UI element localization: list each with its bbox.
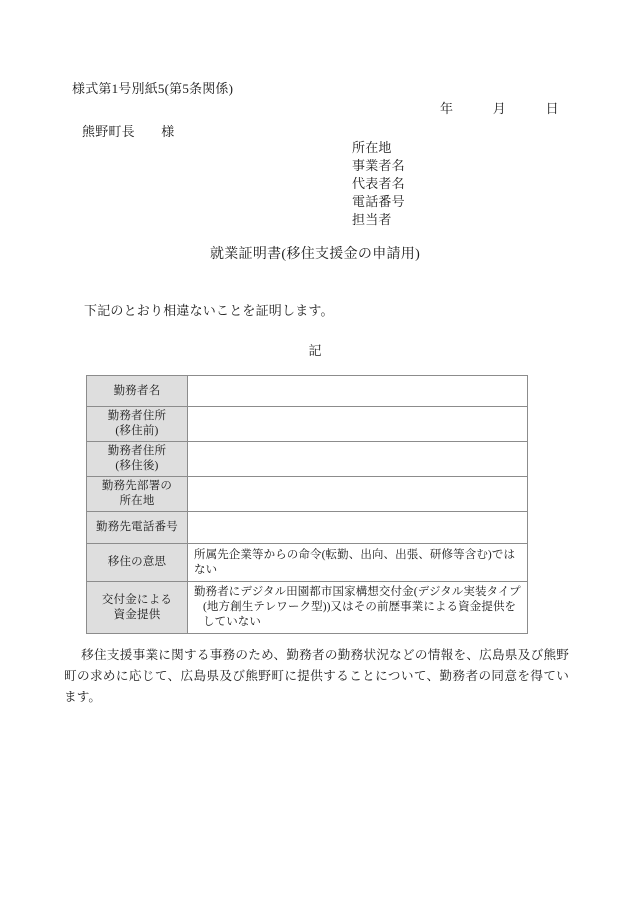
grant-funding-line-1: 勤務者にデジタル田園都市国家構想交付金(デジタル実装タイプ xyxy=(194,586,521,598)
row-label-grant-funding: 交付金による 資金提供 xyxy=(87,582,188,634)
row-label-workplace-department-location: 勤務先部署の 所在地 xyxy=(87,477,188,512)
table-row xyxy=(87,512,528,544)
addressee-line: 熊野町長 様 xyxy=(82,124,175,139)
grant-funding-line-2: (地方創生テレワーク型))又はその前歴事業による資金提供をしていない xyxy=(203,601,517,628)
row-value-grant-funding[interactable] xyxy=(188,582,528,634)
employment-information-table xyxy=(86,375,528,634)
table-row xyxy=(87,477,528,512)
issuer-field-representative-name: 代表者名 xyxy=(352,176,405,191)
issuer-field-business-name: 事業者名 xyxy=(352,158,405,173)
row-value-address-before[interactable] xyxy=(188,407,528,442)
row-label-workplace-phone: 勤務先電話番号 xyxy=(87,512,188,544)
row-label-address-after: 勤務者住所 (移住後) xyxy=(87,442,188,477)
table-row xyxy=(87,407,528,442)
table-row xyxy=(87,582,528,634)
issuer-field-contact-person: 担当者 xyxy=(352,212,392,227)
row-label-worker-name: 勤務者名 xyxy=(87,376,188,407)
issuer-information-block xyxy=(352,139,405,229)
row-value-workplace-phone[interactable] xyxy=(188,512,528,544)
table-row xyxy=(87,544,528,582)
row-value-workplace-department-location[interactable] xyxy=(188,477,528,512)
row-value-worker-name[interactable] xyxy=(188,376,528,407)
document-title: 就業証明書(移住支援金の申請用) xyxy=(209,247,421,262)
consent-paragraph xyxy=(64,645,569,708)
row-label-address-before: 勤務者住所 (移住前) xyxy=(87,407,188,442)
row-label-relocation-intent: 移住の意思 xyxy=(87,544,188,582)
table-row xyxy=(87,442,528,477)
consent-paragraph-text: 移住支援事業に関する事務のため、勤務者の勤務状況などの情報を、広島県及び熊野町の求めに応じて、広島県及び熊野町に提供することについて、勤務者の同意を得ています。 xyxy=(64,648,569,704)
row-value-relocation-intent[interactable]: 所属先企業等からの命令(転勤、出向、出張、研修等含む)ではない xyxy=(188,544,528,582)
issuer-field-location: 所在地 xyxy=(352,140,392,155)
table-row xyxy=(87,376,528,407)
ki-marker: 記 xyxy=(308,343,322,358)
form-code-label: 様式第1号別紙5(第5条関係) xyxy=(72,81,234,96)
date-fill-line: 年 月 日 xyxy=(440,101,559,116)
row-value-address-after[interactable] xyxy=(188,442,528,477)
issuer-field-phone-number: 電話番号 xyxy=(352,194,405,209)
certification-statement: 下記のとおり相違ないことを証明します。 xyxy=(84,303,334,318)
